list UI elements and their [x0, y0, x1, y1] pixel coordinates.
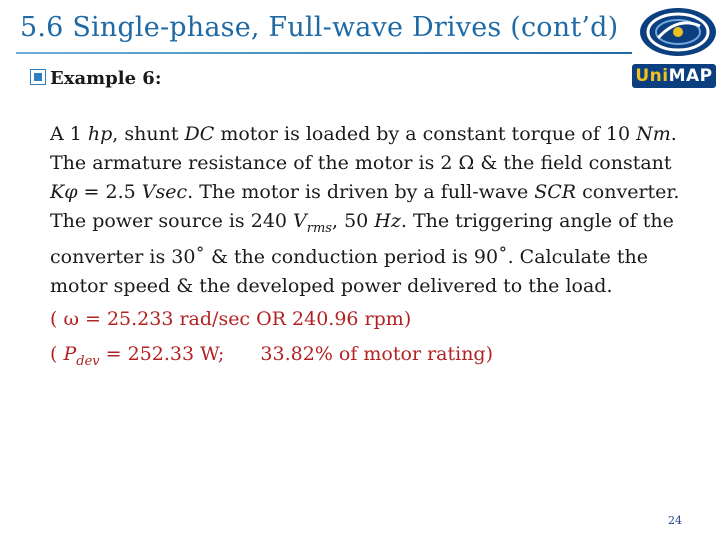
title-underline: [16, 52, 632, 54]
bullet-icon: [30, 69, 46, 85]
problem-statement: [50, 120, 690, 376]
university-logo-wordmark: UniMAP: [632, 64, 716, 88]
slide-title: 5.6 Single-phase, Full-wave Drives (cont’d): [20, 12, 619, 43]
answer-power: ( $P_{dev} = 252.33$ W; 33.82% of motor rating): [50, 342, 494, 369]
page-number: 24: [668, 514, 682, 527]
example-heading: Example 6:: [30, 68, 161, 89]
university-emblem-icon: [628, 2, 720, 60]
answer-speed: ( ω = 25.233 rad/sec OR 240.96 rpm): [50, 307, 412, 330]
problem-paragraph: A 1 hp, shunt DC motor is loaded by a constant torque of 10 Nm. The armature resistance of the motor is 2 Ω & the field constant Kφ = 2.5 Vsec. The motor is driven by a full-wave SCR converter. The power source is 240 $V_{rms}$, 50 Hz. The triggering angle of the converter is 30˚ & the conduction period is 90˚. Calculate the motor speed & the developed power delivered to the load.: [50, 123, 680, 297]
